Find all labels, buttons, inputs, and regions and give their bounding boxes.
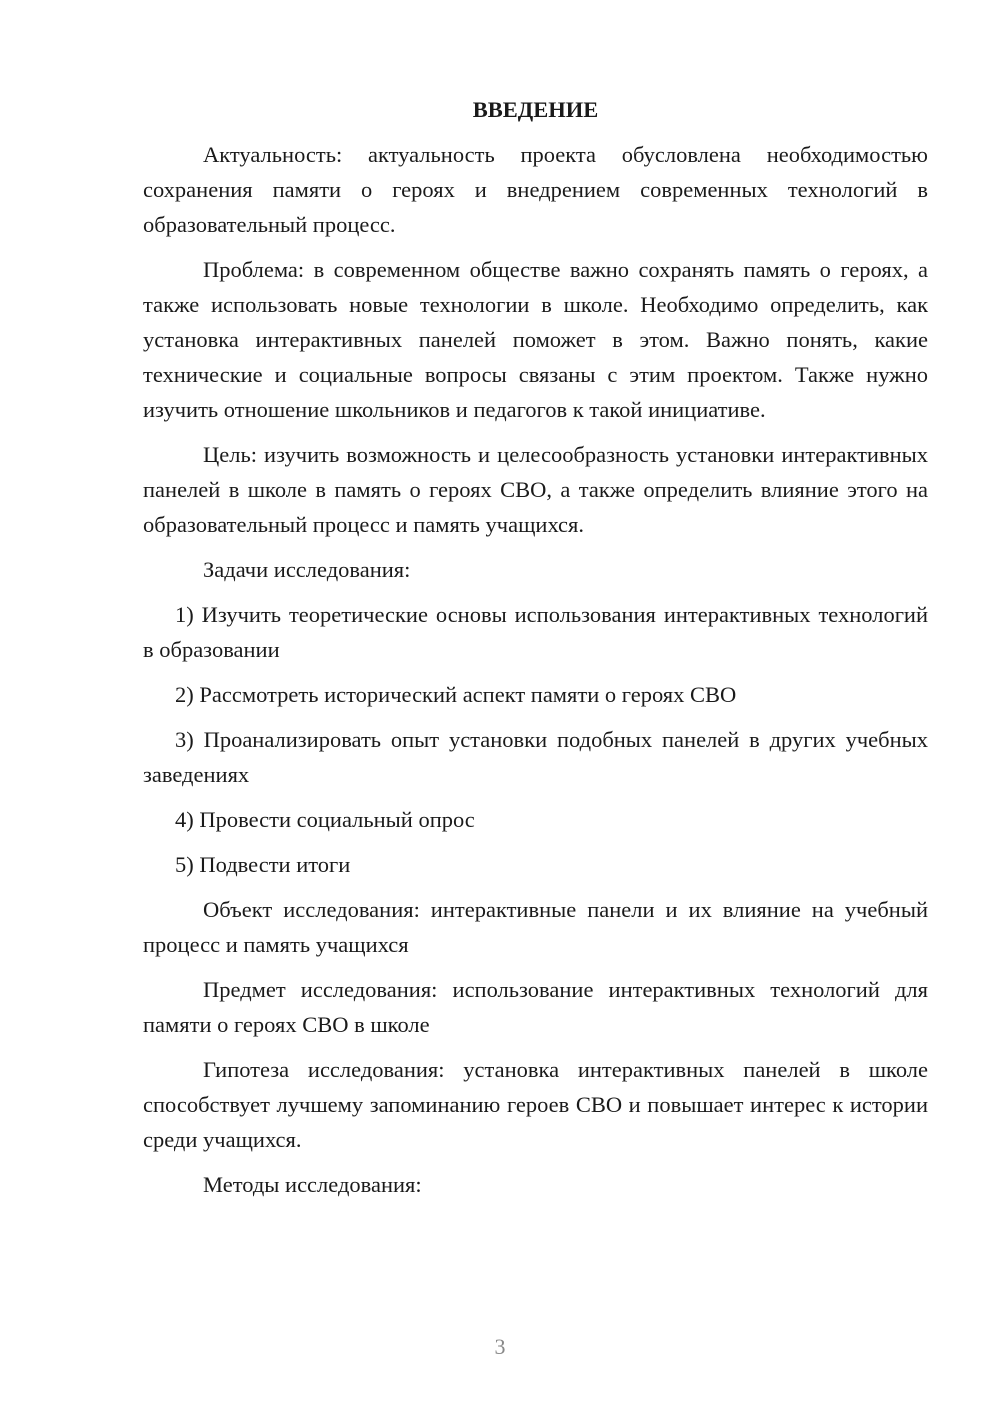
task-item-2: 2) Рассмотреть исторический аспект памяти о героях СВО: [175, 682, 737, 707]
section-title: ВВЕДЕНИЕ: [472, 97, 599, 122]
paragraph-relevance: Актуальность: актуальность проекта обусловлена необходимостью сохранения памяти о героях и внедрением современных технологий в образовательный процесс.: [143, 142, 928, 237]
task-item-1: 1) Изучить теоретические основы использования интерактивных технологий в образовании: [143, 602, 928, 662]
task-item-4: 4) Провести социальный опрос: [175, 807, 475, 832]
paragraph-subject: Предмет исследования: использование интерактивных технологий для памяти о героях СВО в школе: [143, 977, 928, 1037]
task-item-3: 3) Проанализировать опыт установки подобных панелей в других учебных заведениях: [143, 727, 928, 787]
paragraph-problem: Проблема: в современном обществе важно сохранять память о героях, а также использовать новые технологии в школе. Необходимо определить, как установка интерактивных панелей поможет в этом. Важно понять, какие технические и социальные вопросы связаны с этим проектом. Также нужно изучить отношение школьников и педагогов к такой инициативе.: [143, 257, 928, 422]
methods-heading: Методы исследования:: [203, 1172, 422, 1197]
tasks-heading: Задачи исследования:: [203, 557, 411, 582]
page-number: 3: [494, 1334, 506, 1359]
task-item-5: 5) Подвести итоги: [175, 852, 351, 877]
paragraph-hypothesis: Гипотеза исследования: установка интерактивных панелей в школе способствует лучшему запоминанию героев СВО и повышает интерес к истории среди учащихся.: [143, 1057, 928, 1152]
document-page: [143, 92, 928, 1212]
paragraph-object: Объект исследования: интерактивные панели и их влияние на учебный процесс и память учащихся: [143, 897, 928, 957]
paragraph-goal: Цель: изучить возможность и целесообразность установки интерактивных панелей в школе в память о героях СВО, а также определить влияние этого на образовательный процесс и память учащихся.: [143, 442, 928, 537]
